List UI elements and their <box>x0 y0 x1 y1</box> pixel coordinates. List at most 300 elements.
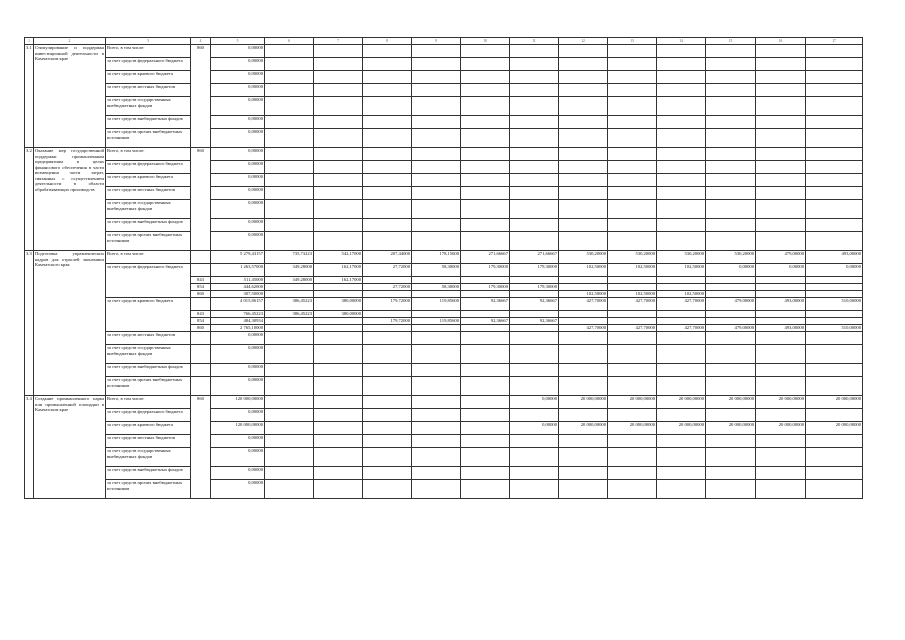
table-row <box>25 467 863 480</box>
amount-cell <box>806 161 863 174</box>
amount-cell <box>314 219 363 232</box>
amount-cell <box>412 116 461 129</box>
amount-cell: 92,36667 <box>461 318 510 325</box>
budget-code <box>191 364 211 377</box>
amount-cell <box>363 480 412 499</box>
amount-cell: 0,00000 <box>510 422 559 435</box>
amount-cell <box>608 129 657 148</box>
amount-cell <box>314 187 363 200</box>
amount-cell <box>363 219 412 232</box>
budget-code: 854 <box>191 318 211 325</box>
budget-code: 860 <box>191 396 211 499</box>
column-number-row <box>25 38 863 45</box>
amount-cell <box>756 71 806 84</box>
amount-cell <box>363 71 412 84</box>
amount-cell <box>559 409 608 422</box>
amount-cell <box>314 480 363 499</box>
amount-cell <box>363 311 412 318</box>
amount-cell: 0,00000 <box>211 219 265 232</box>
amount-cell <box>265 161 314 174</box>
amount-cell <box>461 480 510 499</box>
amount-cell <box>657 277 706 284</box>
amount-cell <box>706 284 756 291</box>
budget-code <box>191 264 211 277</box>
amount-cell <box>706 377 756 396</box>
table-row <box>25 174 863 187</box>
amount-cell: 427,70000 <box>559 298 608 311</box>
amount-cell: 380,00000 <box>314 311 363 318</box>
amount-cell <box>806 174 863 187</box>
amount-cell <box>657 116 706 129</box>
amount-cell <box>756 409 806 422</box>
section-number: 3.3 <box>25 251 34 396</box>
amount-cell <box>265 435 314 448</box>
amount-cell: 493,00000 <box>756 325 806 332</box>
amount-cell <box>265 116 314 129</box>
table-row <box>25 345 863 364</box>
amount-cell <box>706 200 756 219</box>
amount-cell: 386,45223 <box>265 298 314 311</box>
amount-cell <box>412 84 461 97</box>
amount-cell <box>510 58 559 71</box>
amount-cell <box>363 187 412 200</box>
funding-source-label: Всего, в том числе: <box>106 45 191 58</box>
funding-source-label: за счет средств федерального бюджета <box>106 58 191 71</box>
amount-cell <box>608 448 657 467</box>
amount-cell <box>706 291 756 298</box>
amount-cell <box>265 364 314 377</box>
funding-source-label: за счет средств федерального бюджета <box>106 161 191 174</box>
amount-cell: 20 000,00000 <box>657 396 706 409</box>
amount-cell <box>314 58 363 71</box>
amount-cell <box>265 58 314 71</box>
amount-cell <box>806 45 863 58</box>
funding-source-label: за счет средств прочих внебюджетных источников <box>106 480 191 499</box>
amount-cell <box>756 377 806 396</box>
amount-cell <box>559 480 608 499</box>
amount-cell <box>756 174 806 187</box>
amount-cell <box>608 71 657 84</box>
amount-cell <box>412 364 461 377</box>
amount-cell <box>706 332 756 345</box>
funding-source-label: за счет средств государственных внебюджетных фондов <box>106 448 191 467</box>
budget-code: 843 <box>191 311 211 318</box>
amount-cell <box>363 467 412 480</box>
amount-cell <box>706 311 756 318</box>
budget-code <box>191 298 211 311</box>
amount-cell <box>559 232 608 251</box>
amount-cell <box>314 332 363 345</box>
amount-cell <box>461 148 510 161</box>
amount-cell <box>510 409 559 422</box>
amount-cell: 0,00000 <box>211 232 265 251</box>
amount-cell <box>806 345 863 364</box>
column-number-cell: 3 <box>106 38 191 45</box>
amount-cell <box>559 174 608 187</box>
budget-table-page <box>24 37 862 499</box>
amount-cell <box>412 467 461 480</box>
amount-cell <box>559 332 608 345</box>
amount-cell <box>510 161 559 174</box>
amount-cell <box>510 377 559 396</box>
amount-cell <box>412 219 461 232</box>
amount-cell <box>608 311 657 318</box>
amount-cell <box>314 291 363 298</box>
amount-cell: 271,66667 <box>510 251 559 264</box>
amount-cell <box>756 161 806 174</box>
amount-cell <box>806 232 863 251</box>
amount-cell: 444,62000 <box>211 284 265 291</box>
amount-cell: 307,50000 <box>211 291 265 298</box>
amount-cell: 102,50000 <box>559 264 608 277</box>
amount-cell: 5 279,43157 <box>211 251 265 264</box>
amount-cell <box>412 161 461 174</box>
amount-cell <box>265 291 314 298</box>
amount-cell: 179,72000 <box>363 318 412 325</box>
amount-cell <box>314 45 363 58</box>
amount-cell <box>363 129 412 148</box>
amount-cell <box>363 174 412 187</box>
amount-cell <box>706 187 756 200</box>
amount-cell <box>559 97 608 116</box>
section-title: Стимулирование и поддержка инвестиционной деятельности в Камчатском крае <box>34 45 106 148</box>
amount-cell <box>608 435 657 448</box>
amount-cell <box>806 148 863 161</box>
table-row <box>25 448 863 467</box>
amount-cell: 162,17000 <box>314 264 363 277</box>
table-row <box>25 97 863 116</box>
amount-cell <box>756 318 806 325</box>
amount-cell <box>461 219 510 232</box>
amount-cell <box>314 200 363 219</box>
section-number: 3.2 <box>25 148 34 251</box>
amount-cell: 0,00000 <box>211 84 265 97</box>
table-row <box>25 298 863 311</box>
amount-cell <box>412 291 461 298</box>
amount-cell <box>559 345 608 364</box>
amount-cell <box>510 232 559 251</box>
amount-cell <box>657 448 706 467</box>
budget-code <box>191 251 211 264</box>
amount-cell: 20 000,00000 <box>756 396 806 409</box>
column-number-cell: 10 <box>461 38 510 45</box>
amount-cell: 479,00000 <box>706 325 756 332</box>
amount-cell: 0,00000 <box>211 71 265 84</box>
budget-allocation-table <box>24 37 863 499</box>
amount-cell <box>314 409 363 422</box>
table-row <box>25 161 863 174</box>
amount-cell <box>756 148 806 161</box>
amount-cell <box>510 116 559 129</box>
amount-cell <box>412 377 461 396</box>
amount-cell <box>756 116 806 129</box>
amount-cell: 20 000,00000 <box>806 422 863 435</box>
amount-cell: 58,30000 <box>412 284 461 291</box>
amount-cell <box>265 97 314 116</box>
column-number-cell: 15 <box>706 38 756 45</box>
amount-cell <box>706 277 756 284</box>
amount-cell <box>461 277 510 284</box>
funding-source-label: за счет средств прочих внебюджетных источников <box>106 129 191 148</box>
funding-source-label: за счет средств государственных внебюджетных фондов <box>106 97 191 116</box>
amount-cell <box>608 161 657 174</box>
amount-cell <box>756 467 806 480</box>
amount-cell <box>657 174 706 187</box>
amount-cell <box>461 311 510 318</box>
amount-cell <box>363 148 412 161</box>
amount-cell: 178,15600 <box>412 251 461 264</box>
amount-cell <box>657 480 706 499</box>
amount-cell <box>559 364 608 377</box>
table-row <box>25 264 863 277</box>
amount-cell: 0,00000 <box>806 264 863 277</box>
section-title: Оказание мер государственной поддержки промышленным предприятиям в целях финансового обеспечения в части возмещения части затрат, связанных с осуществлением деятельности в области обрабатывающих производств <box>34 148 106 251</box>
amount-cell <box>657 200 706 219</box>
table-row <box>25 71 863 84</box>
column-number-cell: 12 <box>559 38 608 45</box>
funding-source-label: за счет средств прочих внебюджетных источников <box>106 377 191 396</box>
column-number-cell: 17 <box>806 38 863 45</box>
amount-cell <box>756 364 806 377</box>
amount-cell <box>559 435 608 448</box>
column-number-cell: 2 <box>34 38 106 45</box>
amount-cell <box>265 448 314 467</box>
table-row <box>25 480 863 499</box>
amount-cell <box>363 422 412 435</box>
funding-source-label: за счет средств местных бюджетов <box>106 84 191 97</box>
amount-cell <box>806 448 863 467</box>
amount-cell <box>657 71 706 84</box>
amount-cell: 20 000,00000 <box>608 422 657 435</box>
amount-cell <box>461 161 510 174</box>
amount-cell <box>461 84 510 97</box>
amount-cell <box>510 84 559 97</box>
amount-cell <box>510 277 559 284</box>
amount-cell <box>314 232 363 251</box>
amount-cell <box>706 148 756 161</box>
amount-cell <box>657 45 706 58</box>
amount-cell <box>265 480 314 499</box>
table-row <box>25 200 863 219</box>
amount-cell: 120 000,00000 <box>211 422 265 435</box>
table-row <box>25 332 863 345</box>
amount-cell: 530,20000 <box>706 251 756 264</box>
amount-cell <box>806 200 863 219</box>
amount-cell <box>559 129 608 148</box>
amount-cell <box>706 232 756 251</box>
amount-cell <box>756 448 806 467</box>
amount-cell <box>706 71 756 84</box>
amount-cell: 530,20000 <box>559 251 608 264</box>
amount-cell <box>412 396 461 409</box>
budget-code: 860 <box>191 291 211 298</box>
amount-cell <box>363 45 412 58</box>
amount-cell: 0,00000 <box>211 129 265 148</box>
amount-cell <box>265 377 314 396</box>
amount-cell <box>314 97 363 116</box>
funding-source-label: Всего, в том числе: <box>106 251 191 264</box>
amount-cell <box>706 174 756 187</box>
amount-cell <box>461 291 510 298</box>
amount-cell <box>510 480 559 499</box>
amount-cell <box>806 219 863 232</box>
section-title: Подготовка управленческих кадров для отраслей экономики Камчатского края <box>34 251 106 396</box>
amount-cell <box>806 435 863 448</box>
amount-cell <box>706 448 756 467</box>
amount-cell <box>706 409 756 422</box>
amount-cell <box>363 97 412 116</box>
budget-code: 860 <box>191 325 211 332</box>
amount-cell: 162,17000 <box>314 277 363 284</box>
amount-cell <box>657 435 706 448</box>
amount-cell: 0,00000 <box>211 467 265 480</box>
amount-cell <box>608 84 657 97</box>
amount-cell <box>314 84 363 97</box>
amount-cell <box>412 97 461 116</box>
amount-cell <box>657 129 706 148</box>
budget-code: 843 <box>191 277 211 284</box>
amount-cell <box>314 325 363 332</box>
funding-source-label: за счет средств прочих внебюджетных источников <box>106 232 191 251</box>
amount-cell <box>265 284 314 291</box>
amount-cell <box>806 377 863 396</box>
amount-cell <box>314 345 363 364</box>
amount-cell <box>806 84 863 97</box>
amount-cell <box>706 58 756 71</box>
table-row <box>25 232 863 251</box>
amount-cell: 510,00000 <box>806 298 863 311</box>
table-row <box>25 116 863 129</box>
table-row <box>25 377 863 396</box>
amount-cell <box>510 45 559 58</box>
amount-cell <box>806 311 863 318</box>
amount-cell <box>706 435 756 448</box>
amount-cell: 2 765,10000 <box>211 325 265 332</box>
amount-cell <box>806 277 863 284</box>
amount-cell <box>559 148 608 161</box>
amount-cell <box>363 377 412 396</box>
amount-cell <box>559 277 608 284</box>
amount-cell <box>657 311 706 318</box>
amount-cell: 207,44000 <box>363 251 412 264</box>
amount-cell <box>265 148 314 161</box>
amount-cell <box>265 325 314 332</box>
amount-cell <box>706 45 756 58</box>
table-row <box>25 396 863 409</box>
amount-cell <box>363 332 412 345</box>
amount-cell <box>265 396 314 409</box>
amount-cell <box>412 448 461 467</box>
amount-cell <box>314 148 363 161</box>
table-row <box>25 251 863 264</box>
amount-cell <box>559 58 608 71</box>
amount-cell <box>510 435 559 448</box>
amount-cell <box>806 291 863 298</box>
amount-cell <box>461 45 510 58</box>
funding-source-label: за счет средств федерального бюджета <box>106 409 191 422</box>
amount-cell: 1 263,57000 <box>211 264 265 277</box>
amount-cell <box>314 448 363 467</box>
amount-cell <box>657 232 706 251</box>
table-row <box>25 187 863 200</box>
amount-cell <box>314 396 363 409</box>
funding-source-label: Всего, в том числе: <box>106 148 191 161</box>
amount-cell <box>363 396 412 409</box>
amount-cell: 0,00000 <box>706 264 756 277</box>
amount-cell <box>412 148 461 161</box>
amount-cell: 27,72000 <box>363 264 412 277</box>
amount-cell <box>559 377 608 396</box>
amount-cell <box>363 325 412 332</box>
column-number-cell: 5 <box>211 38 265 45</box>
amount-cell <box>806 409 863 422</box>
amount-cell <box>363 345 412 364</box>
amount-cell <box>461 187 510 200</box>
column-number-cell: 1 <box>25 38 34 45</box>
amount-cell: 271,66667 <box>461 251 510 264</box>
table-row <box>25 219 863 232</box>
budget-code <box>191 377 211 396</box>
amount-cell <box>412 480 461 499</box>
amount-cell <box>657 161 706 174</box>
amount-cell <box>608 97 657 116</box>
amount-cell <box>363 435 412 448</box>
amount-cell: 102,50000 <box>608 264 657 277</box>
funding-source-label: за счет средств местных бюджетов <box>106 435 191 448</box>
amount-cell <box>314 435 363 448</box>
amount-cell <box>706 480 756 499</box>
budget-code: 854 <box>191 284 211 291</box>
amount-cell <box>806 116 863 129</box>
amount-cell <box>608 377 657 396</box>
amount-cell: 0,00000 <box>211 448 265 467</box>
amount-cell <box>265 187 314 200</box>
amount-cell: 179,30000 <box>510 264 559 277</box>
amount-cell <box>314 318 363 325</box>
amount-cell: 0,00000 <box>211 97 265 116</box>
amount-cell <box>657 148 706 161</box>
amount-cell <box>363 58 412 71</box>
amount-cell <box>265 318 314 325</box>
amount-cell <box>608 200 657 219</box>
amount-cell: 58,30000 <box>412 264 461 277</box>
amount-cell <box>806 71 863 84</box>
amount-cell <box>756 97 806 116</box>
amount-cell <box>756 219 806 232</box>
amount-cell <box>461 467 510 480</box>
amount-cell <box>510 148 559 161</box>
amount-cell <box>412 174 461 187</box>
amount-cell <box>559 84 608 97</box>
amount-cell: 479,00000 <box>706 298 756 311</box>
amount-cell: 102,50000 <box>657 264 706 277</box>
amount-cell <box>608 480 657 499</box>
amount-cell <box>756 345 806 364</box>
amount-cell <box>510 448 559 467</box>
amount-cell <box>706 116 756 129</box>
amount-cell <box>510 291 559 298</box>
amount-cell: 0,00000 <box>211 332 265 345</box>
amount-cell <box>363 448 412 467</box>
funding-source-label: за счет средств внебюджетных фондов <box>106 364 191 377</box>
funding-source-label: за счет средств краевого бюджета <box>106 71 191 84</box>
amount-cell <box>559 448 608 467</box>
amount-cell <box>265 219 314 232</box>
funding-source-label: за счет средств краевого бюджета <box>106 422 191 435</box>
amount-cell <box>657 377 706 396</box>
amount-cell <box>806 318 863 325</box>
amount-cell <box>657 219 706 232</box>
